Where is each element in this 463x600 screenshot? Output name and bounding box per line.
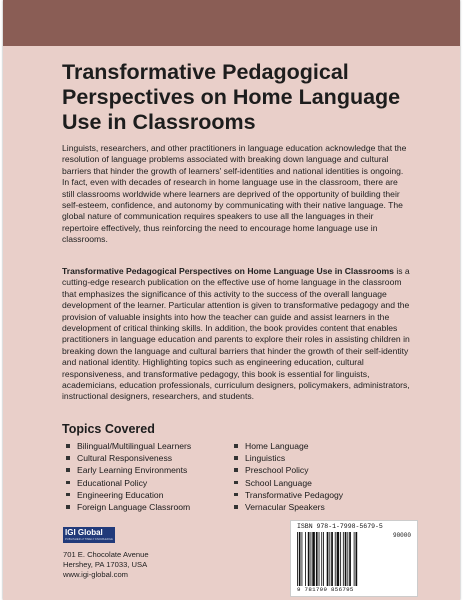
topic-item: School Language bbox=[233, 477, 343, 489]
topics-list-left bbox=[65, 440, 191, 513]
address-line-1: 701 E. Chocolate Avenue bbox=[63, 550, 149, 559]
description-paragraph-2 bbox=[62, 266, 412, 403]
description-paragraph-1: Linguists, researchers, and other practitioners in language education acknowledge that the resolution of language problems associated with breaking down language and cultural barriers that hinder the growth of learners' self-identities and national identities is ongoing. In fact, even with decades of research in home language use in the classroom, there are still classrooms worldwide where learners are deprived of the opportunity of building their self-esteem, confidence, and autonomy by communicating with their native language. The global nature of communication requires speakers to use all the languages in their repertoire effectively, thus reinforcing the need to encourage home language use in classrooms. bbox=[62, 143, 407, 245]
paragraph-2-body: is a cutting-edge research publication on the effective use of home language in the classroom that emphasizes the significance of this activity to the success of the overall language development of the learner. Particular attention is given to transformative pedagogy and the provision of valuable insights into how the teacher can guide and assist learners in the development of critical thinking skills. In addition, the book provides content that enables practitioners in language education and parents to explore their roles in assisting children in breaking down the language and cultural barriers that hinder the growth of their self-identity and national identity. Highlighting topics such as engineering education, cultural responsiveness, and transformative pedagogy, this book is essential for linguists, academicians, education professionals, curriculum designers, policymakers, administrators, instructional designers, researchers, and students. bbox=[62, 266, 410, 402]
isbn-text: ISBN 978-1-7998-5679-5 bbox=[297, 523, 383, 530]
ean-digits: 9 781799 856795 bbox=[297, 586, 354, 593]
topic-item: Preschool Policy bbox=[233, 464, 343, 476]
publisher-address bbox=[63, 550, 149, 580]
paragraph-2-bold-title: Transformative Pedagogical Perspectives on Home Language Use in Classrooms bbox=[62, 266, 394, 276]
topic-item: Vernacular Speakers bbox=[233, 501, 343, 513]
barcode-icon bbox=[297, 532, 377, 586]
top-color-band bbox=[3, 0, 460, 46]
barcode-box bbox=[290, 520, 418, 597]
publisher-website: www.igi-global.com bbox=[63, 570, 128, 579]
topic-item: Engineering Education bbox=[65, 489, 191, 501]
topics-list-right bbox=[233, 440, 343, 513]
topic-item: Foreign Language Classroom bbox=[65, 501, 191, 513]
topic-item: Transformative Pedagogy bbox=[233, 489, 343, 501]
publisher-tagline: PUBLISHER of TIMELY KNOWLEDGE bbox=[65, 538, 113, 541]
address-line-2: Hershey, PA 17033, USA bbox=[63, 560, 148, 569]
topic-item: Bilingual/Multilingual Learners bbox=[65, 440, 191, 452]
price-code: 90000 bbox=[392, 532, 411, 539]
book-title: Transformative Pedagogical Perspectives on Home Language Use in Classrooms bbox=[62, 60, 401, 134]
topic-item: Cultural Responsiveness bbox=[65, 452, 191, 464]
topic-item: Educational Policy bbox=[65, 477, 191, 489]
topic-item: Linguistics bbox=[233, 452, 343, 464]
publisher-logo: IGI Global bbox=[63, 527, 115, 543]
topic-item: Home Language bbox=[233, 440, 343, 452]
topics-heading: Topics Covered bbox=[62, 422, 155, 436]
topic-item: Early Learning Environments bbox=[65, 464, 191, 476]
back-cover bbox=[3, 0, 460, 600]
